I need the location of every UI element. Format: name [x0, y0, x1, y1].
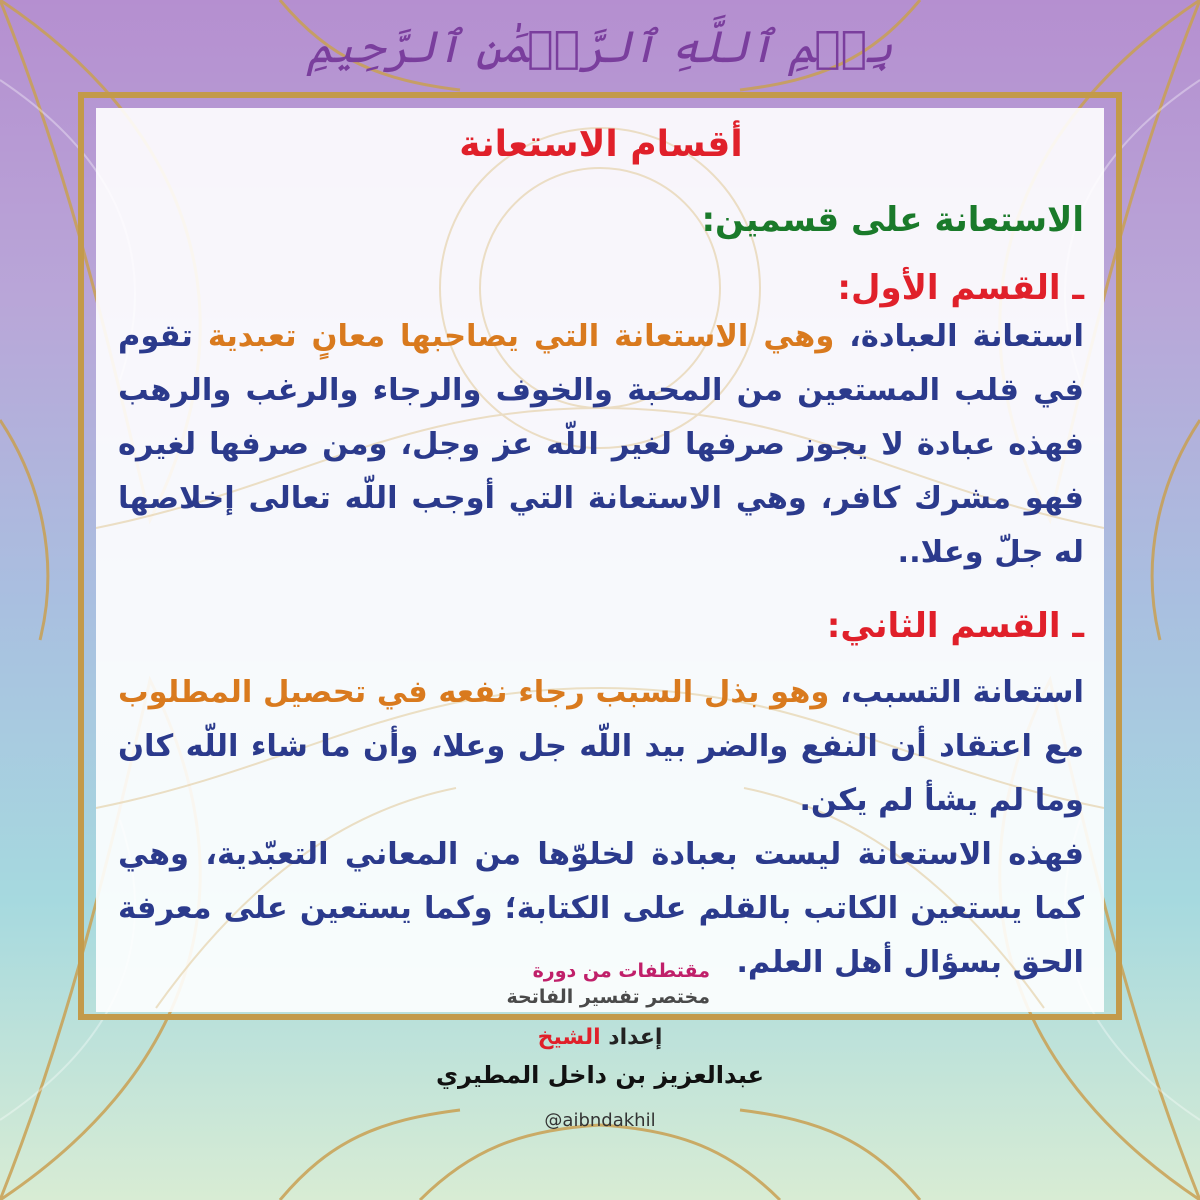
section1-heading: ـ القسم الأول: [837, 268, 1084, 308]
basmala-calligraphy: بِسۡمِ ٱللَّهِ ٱلرَّحۡمَٰنِ ٱلرَّحِيمِ [307, 22, 893, 73]
source-line-2: مختصر تفسير الفاتحة [506, 986, 710, 1008]
section2-lead: استعانة التسبب، [829, 675, 1084, 710]
main-content [118, 114, 1084, 990]
intro-heading: الاستعانة على قسمين: [701, 200, 1084, 240]
author-handle: @aibndakhil [544, 1110, 656, 1131]
section2-heading: ـ القسم الثاني: [826, 606, 1084, 646]
page-title: أقسام الاستعانة [459, 124, 743, 165]
section1-highlight: وهي الاستعانة التي يصاحبها معانٍ تعبدية [207, 319, 835, 354]
author-prefix: إعداد [600, 1025, 663, 1050]
section2-paragraph-2: فهذه الاستعانة ليست بعبادة لخلوّها من المعاني التعبّدية، وهي كما يستعين الكاتب بالقلم على الكتابة؛ وكما يستعين على معرفة الحق بسؤال أهل العلم. [118, 837, 1084, 980]
author-name: عبدالعزيز بن داخل المطيري [435, 1061, 765, 1089]
section2-highlight: وهو بذل السبب رجاء نفعه في تحصيل المطلوب [118, 675, 830, 710]
section2-body: مع اعتقاد أن النفع والضر بيد اللّه جل وعلا، وأن ما شاء اللّه كان وما لم يشأ لم يكن. [118, 729, 1084, 818]
section1-body: تقوم في قلب المستعين من المحبة والخوف والرجاء والرغب والرهب فهذه عبادة لا يجوز صرفها لغير اللّه عز وجل، ومن صرفها لغيره فهو مشرك كافر، وهي الاستعانة التي أوجب اللّه تعالى إخلاصها له جلّ وعلا.. [118, 319, 1084, 570]
section1-paragraph [118, 310, 1084, 580]
source-line-1: مقتطفات من دورة [532, 960, 710, 982]
section2-paragraph [118, 666, 1084, 828]
author-credit [0, 1022, 1200, 1134]
author-title: الشيخ [537, 1025, 601, 1050]
author-prefix-line [0, 1022, 1200, 1054]
section1-lead: استعانة العبادة، [834, 319, 1084, 354]
source-credit [506, 958, 710, 1010]
